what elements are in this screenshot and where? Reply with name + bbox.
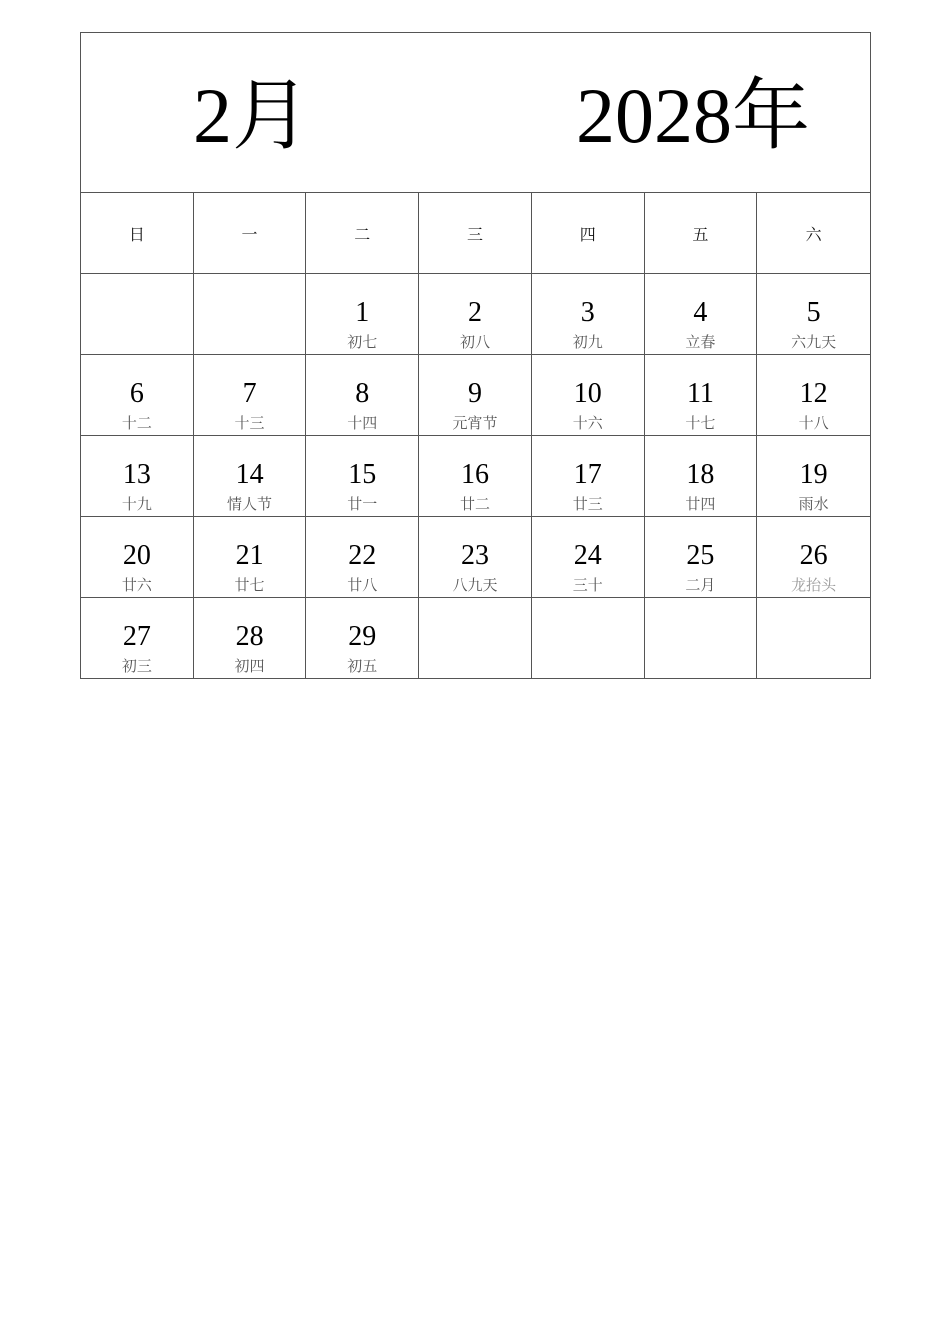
lunar-date: 初三: [121, 657, 152, 675]
week-row: [81, 598, 870, 678]
day-cell: [645, 517, 758, 597]
month-title: 2月: [193, 72, 311, 159]
weekday-tuesday: 二: [306, 193, 419, 273]
lunar-date: 廿三: [572, 495, 603, 513]
day-cell: [194, 355, 307, 435]
empty-day-cell: [532, 598, 645, 678]
day-cell: [532, 355, 645, 435]
lunar-date: 十七: [685, 414, 716, 432]
weekday-sunday: 日: [81, 193, 194, 273]
empty-day-cell: [81, 274, 194, 354]
empty-day-cell: [645, 598, 758, 678]
day-cell: [81, 517, 194, 597]
weekday-wednesday: 三: [419, 193, 532, 273]
day-cell: [532, 274, 645, 354]
lunar-festival: 龙抬头: [791, 576, 837, 594]
day-cell: [306, 517, 419, 597]
lunar-date: 立春: [685, 333, 716, 351]
day-number: 23: [460, 540, 489, 571]
day-cell: [306, 274, 419, 354]
day-number: 22: [348, 540, 377, 571]
weekday-friday: 五: [645, 193, 758, 273]
day-number: 4: [693, 297, 708, 328]
lunar-date: 廿二: [459, 495, 490, 513]
day-cell: [419, 517, 532, 597]
day-number: 5: [806, 297, 821, 328]
weekday-header-row: [81, 193, 870, 274]
day-number: 19: [799, 459, 828, 490]
lunar-date: 十九: [121, 495, 152, 513]
day-number: 3: [580, 297, 595, 328]
day-number: 10: [573, 378, 602, 409]
empty-day-cell: [757, 598, 870, 678]
day-number: 28: [235, 621, 264, 652]
day-number: 6: [129, 378, 144, 409]
lunar-date: 十六: [572, 414, 603, 432]
day-number: 12: [799, 378, 828, 409]
day-cell: [194, 598, 307, 678]
lunar-date: 初四: [234, 657, 265, 675]
lunar-date: 初八: [459, 333, 490, 351]
day-number: 14: [235, 459, 264, 490]
calendar-frame: [80, 32, 871, 679]
empty-day-cell: [419, 598, 532, 678]
day-number: 8: [355, 378, 370, 409]
weekday-thursday: 四: [532, 193, 645, 273]
lunar-date: 三十: [572, 576, 603, 594]
day-number: 16: [460, 459, 489, 490]
day-number: 1: [355, 297, 370, 328]
calendar-header: [81, 33, 870, 193]
day-number: 15: [348, 459, 377, 490]
day-number: 7: [242, 378, 257, 409]
day-number: 20: [122, 540, 151, 571]
lunar-date: 初九: [572, 333, 603, 351]
lunar-date: 六九天: [791, 333, 837, 351]
lunar-date: 八九天: [452, 576, 498, 594]
day-cell: [645, 436, 758, 516]
day-number: 17: [573, 459, 602, 490]
weekday-monday: 一: [194, 193, 307, 273]
day-number: 24: [573, 540, 602, 571]
empty-day-cell: [194, 274, 307, 354]
day-cell: [81, 598, 194, 678]
day-cell: [757, 274, 870, 354]
day-number: 27: [122, 621, 151, 652]
lunar-date: 初五: [347, 657, 378, 675]
day-cell: [194, 517, 307, 597]
day-number: 11: [686, 378, 714, 409]
day-number: 2: [467, 297, 482, 328]
day-cell: [419, 436, 532, 516]
day-number: 9: [467, 378, 482, 409]
day-cell: [306, 436, 419, 516]
day-number: 13: [122, 459, 151, 490]
day-cell: [757, 436, 870, 516]
day-cell: [419, 355, 532, 435]
day-cell: [757, 517, 870, 597]
lunar-date: 廿一: [347, 495, 378, 513]
day-cell: [194, 436, 307, 516]
lunar-date: 十八: [798, 414, 829, 432]
lunar-date: 初七: [347, 333, 378, 351]
day-number: 25: [686, 540, 715, 571]
week-row: [81, 355, 870, 436]
lunar-festival: 情人节: [227, 495, 273, 513]
week-row: [81, 436, 870, 517]
day-cell: [306, 598, 419, 678]
lunar-date: 廿四: [685, 495, 716, 513]
lunar-date: 十二: [121, 414, 152, 432]
day-number: 26: [799, 540, 828, 571]
week-row: [81, 274, 870, 355]
day-cell: [757, 355, 870, 435]
weekday-saturday: 六: [805, 224, 822, 244]
day-cell: [532, 517, 645, 597]
lunar-date: 雨水: [798, 495, 829, 513]
year-title: 2028年: [575, 72, 810, 159]
day-number: 29: [348, 621, 377, 652]
day-cell: [645, 355, 758, 435]
lunar-date: 廿七: [234, 576, 265, 594]
day-cell: [81, 436, 194, 516]
lunar-festival: 元宵节: [452, 414, 498, 432]
lunar-date: 廿六: [121, 576, 152, 594]
lunar-date: 十三: [234, 414, 265, 432]
day-cell: [306, 355, 419, 435]
lunar-date: 十四: [347, 414, 378, 432]
day-cell: [81, 355, 194, 435]
day-cell: [419, 274, 532, 354]
day-cell: [645, 274, 758, 354]
day-cell: [532, 436, 645, 516]
lunar-date: 二月: [685, 576, 716, 594]
day-number: 18: [686, 459, 715, 490]
week-row: [81, 517, 870, 598]
day-number: 21: [235, 540, 264, 571]
lunar-date: 廿八: [347, 576, 378, 594]
